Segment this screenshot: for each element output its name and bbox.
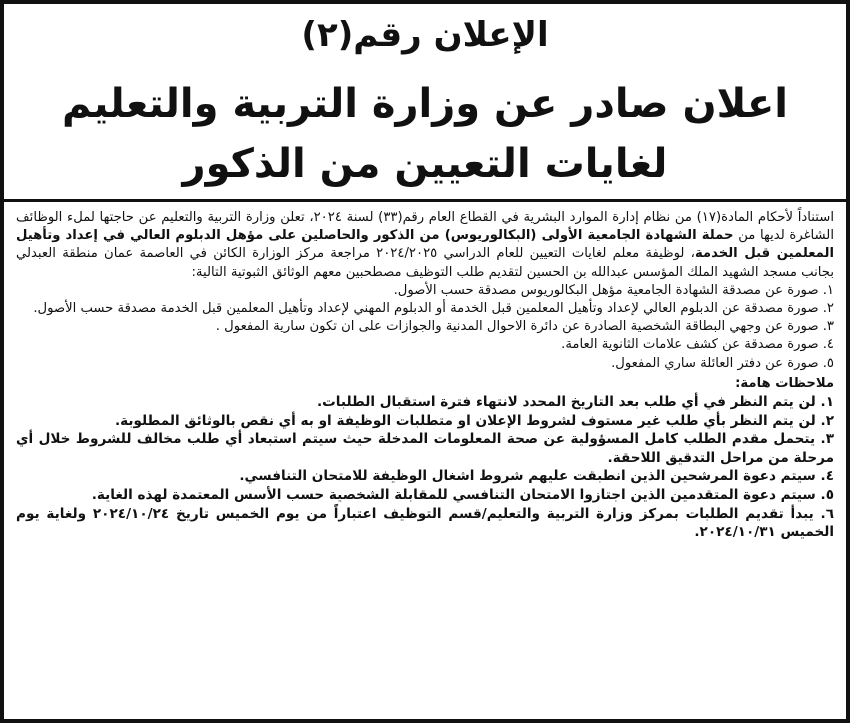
intro-text-part1: استناداً لأحكام المادة(١٧) من نظام إدارة الموارد البشرية في القطاع العام رقم(٣٣) لسنة ٢٠٢٤، تعلن وزارة التربية والتعليم عن حاجتها لملء الوظائف الشاغرة لديها من (16, 210, 834, 244)
important-notes-list (16, 393, 834, 542)
announcement-header (4, 4, 846, 202)
list-item: ٢. لن يتم النظر بأي طلب غير مستوف لشروط الإعلان او متطلبات الوظيفة او به أي نقص بالوثائق المطلوبة. (114, 412, 834, 429)
list-item: ٣. يتحمل مقدم الطلب كامل المسؤولية عن صحة المعلومات المدخلة حيث سيتم استبعاد أي طلب مخالف للشروط خلال أي مرحلة من مراحل التدقيق اللاحقة. (16, 431, 834, 466)
announcement-issuer-title: اعلان صادر عن وزارة التربية والتعليم (61, 81, 789, 127)
list-item: ٣. صورة عن وجهي البطاقة الشخصية الصادرة عن دائرة الاحوال المدنية والجوازات على ان تكون سارية المفعول . (215, 319, 834, 335)
announcement-body (16, 209, 834, 713)
list-item: ٥. صورة عن دفتر العائلة ساري المفعول. (611, 355, 834, 371)
list-item: ١. لن يتم النظر في أي طلب بعد التاريخ المحدد لانتهاء فترة استقبال الطلبات. (316, 394, 834, 411)
intro-text-bold: حملة الشهادة الجامعية الأولى (البكالوريوس) من الذكور والحاصلين على مؤهل الدبلوم العالي في إعداد وتأهيل المعلمين قبل الخدمة (16, 228, 834, 262)
intro-paragraph (16, 209, 834, 282)
announcement-purpose-title: لغايات التعيين من الذكور (182, 141, 668, 187)
list-item: ٤. صورة مصدقة عن كشف علامات الثانوية العامة. (561, 337, 834, 353)
list-item: ٤. سيتم دعوة المرشحين الذين انطبقت عليهم شروط اشغال الوظيفة للامتحان التنافسي. (239, 468, 834, 485)
required-documents-list (16, 282, 834, 373)
list-item: ١. صورة عن مصدقة الشهادة الجامعية مؤهل البكالوريوس مصدقة حسب الأصول. (393, 282, 834, 298)
intro-text-part2: ، لوظيفة معلم لغايات التعيين للعام الدراسي ٢٠٢٤/٢٠٢٥ مراجعة مركز الوزارة الكائن في العاصمة عمان منطقة العبدلي بجانب مسجد الشهيد الملك المؤسس عبدالله بن الحسين لتقديم طلب التوظيف مصطحبين معهم الوثائق الثبوتية التالية: (16, 246, 834, 280)
list-item: ٥. سيتم دعوة المتقدمين الذين اجتازوا الامتحان التنافسي للمقابلة الشخصية حسب الأسس المعتمدة لهذه الغاية. (91, 487, 834, 503)
list-item: ٢. صورة مصدقة عن الدبلوم العالي لإعداد وتأهيل المعلمين قبل الخدمة أو الدبلوم المهني لإعداد وتأهيل المعلمين قبل الخدمة مصدقة حسب الأصول. (33, 301, 834, 317)
list-item: ٦. يبدأ تقديم الطلبات بمركز وزارة التربية والتعليم/قسم التوظيف اعتباراً من يوم الخميس تاريخ ٢٠٢٤/١٠/٢٤ ولغاية يوم الخميس ٢٠٢٤/١٠/٣١. (16, 505, 834, 541)
notes-title: ملاحظات هامة: (735, 375, 834, 391)
announcement-number-title: الإعلان رقم(٢) (301, 15, 549, 55)
